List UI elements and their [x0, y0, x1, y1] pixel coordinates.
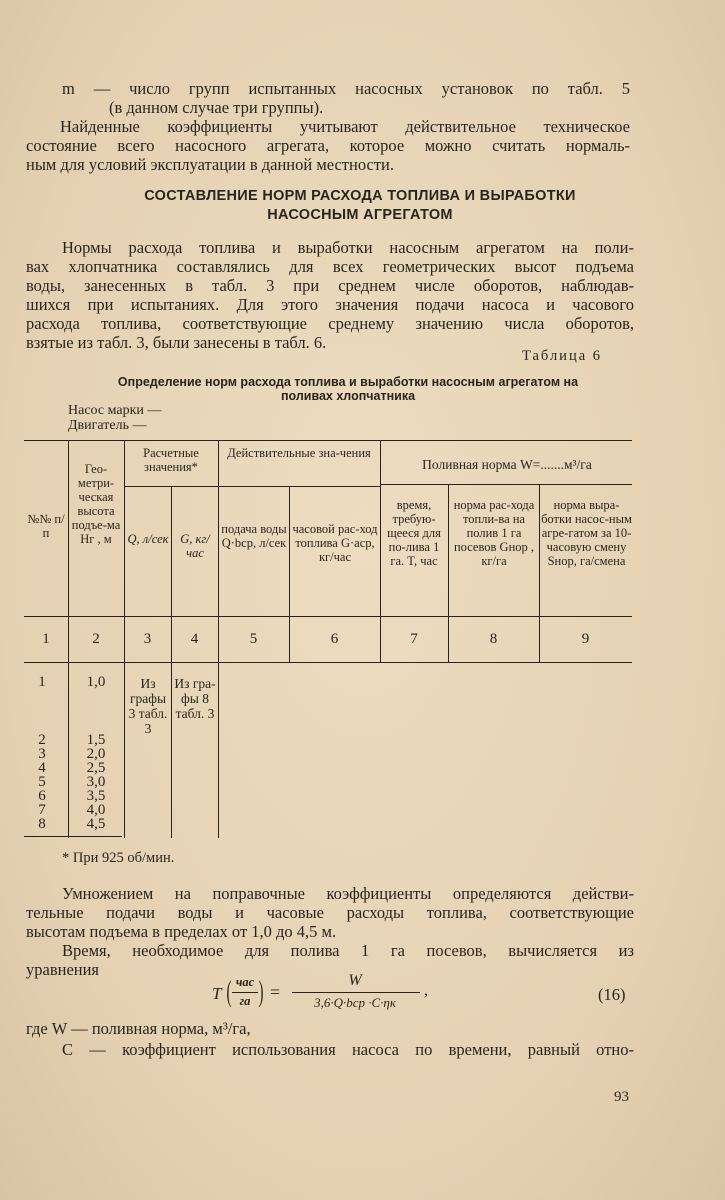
- group-header-calc: Расчетные значения*: [143, 446, 199, 474]
- col-number: 8: [489, 631, 498, 647]
- group-header-actual: Действительные зна-чения: [227, 446, 371, 460]
- text-line: воды, занесенных в табл. 3 при среднем числе оборотов, наблюдав-: [26, 276, 634, 295]
- table-row-height: 1,5: [86, 732, 106, 748]
- text-line: Умножением на поправочные коэффициенты определяются действи-: [62, 884, 634, 903]
- table-rule: [24, 616, 632, 617]
- formula-numerator: W: [348, 972, 362, 989]
- text-line: m — число групп испытанных насосных установок по табл. 5: [62, 79, 630, 98]
- formula-denominator: 3,6·Q·bср ·C·ηк: [314, 995, 396, 1010]
- col-number: 2: [92, 631, 100, 647]
- text-line: Найденные коэффициенты учитывают действительное техническое: [60, 117, 630, 136]
- text-line: ным для условий эксплуатации в данной местности.: [26, 155, 395, 174]
- table-row-height: 4,0: [86, 802, 106, 818]
- paren-close: ): [258, 975, 264, 1008]
- formula-lhs-num: час: [235, 975, 255, 989]
- table-rule: [24, 836, 122, 837]
- fraction-bar: [232, 992, 258, 993]
- table-rule: [380, 484, 632, 485]
- table-row-number: 6: [38, 788, 46, 804]
- table-row-number: 8: [38, 816, 46, 832]
- text-line: вах хлопчатника составлялись для всех геометрических высот подъема: [26, 257, 634, 276]
- table-row-height: 3,5: [86, 788, 106, 804]
- table-rule: [380, 440, 381, 662]
- engine-label: Двигатель —: [68, 418, 147, 433]
- table-row-number: 4: [38, 760, 46, 776]
- table-row-height: 1,0: [86, 674, 106, 690]
- formula-number: (16): [598, 985, 626, 1004]
- col-number: 6: [330, 631, 339, 647]
- pump-label: Насос марки —: [68, 403, 162, 418]
- table-label: Таблица 6: [522, 348, 603, 364]
- col-header-output-norm: норма выра-ботки насос-ным агре-гатом за 10-часовую смену Sнор, га/смена: [541, 498, 632, 568]
- fraction-bar: [292, 992, 420, 993]
- text-line: взятые из табл. 3, были занесены в табл. 6.: [26, 333, 327, 352]
- group-header-norm: Поливная норма W=.......м³/га: [422, 457, 592, 472]
- text-line: Нормы расхода топлива и выработки насосным агрегатом на поли-: [62, 238, 634, 257]
- table-rule: [24, 440, 632, 441]
- col-header-time: время, требую-щееся для по-лива 1 га. T, час: [387, 498, 441, 568]
- table-row-height: 2,5: [86, 760, 106, 776]
- section-title: СОСТАВЛЕНИЕ НОРМ РАСХОДА ТОПЛИВА И ВЫРАБОТКИ: [144, 188, 576, 204]
- equals-sign: =: [270, 982, 281, 1002]
- text-line: расхода топлива, соответствующие среднему значению числа оборотов,: [26, 314, 634, 333]
- col-number: 1: [42, 631, 50, 647]
- text-line: (в данном случае три группы).: [109, 98, 324, 117]
- col-header-water-supply: подача воды Q·bср, л/сек: [221, 522, 287, 550]
- table-row-number: 1: [38, 674, 46, 690]
- table-rule: [171, 486, 172, 838]
- table-rule: [24, 662, 632, 663]
- col-number: 9: [581, 631, 590, 647]
- formula-lhs: T: [212, 984, 222, 1003]
- col-header-fuel-norm: норма рас-хода топли-ва на полив 1 га посевов Gнор , кг/га: [453, 498, 535, 568]
- table-caption: поливах хлопчатника: [280, 389, 416, 403]
- col-header-fuel-rate: часовой рас-ход топлива G·aср, кг/час: [292, 522, 378, 564]
- col-number: 5: [249, 631, 258, 647]
- section-title: НАСОСНЫМ АГРЕГАТОМ: [267, 207, 453, 223]
- norms-table: [24, 440, 634, 840]
- text-line: Время, необходимое для полива 1 га посевов, вычисляется из: [62, 941, 634, 960]
- text-line: тельные подачи воды и часовые расходы топлива, соответствующие: [26, 903, 634, 922]
- text-line: где W — поливная норма, м³/га,: [26, 1019, 251, 1038]
- table-row-number: 5: [38, 774, 46, 790]
- table-row-number: 7: [38, 802, 46, 818]
- table-rule: [124, 486, 380, 487]
- col-number: 3: [143, 631, 152, 647]
- text-line: состояние всего насосного агрегата, которое можно считать нормаль-: [26, 136, 630, 155]
- formula-comma: ,: [424, 982, 428, 999]
- table-row-number: 3: [38, 746, 46, 762]
- table-footnote: * При 925 об/мин.: [62, 850, 175, 866]
- reference-note: Из гра-фы 8 табл. 3: [174, 676, 216, 721]
- table-caption: Определение норм расхода топлива и выработки насосным агрегатом на: [117, 375, 579, 389]
- table-row-number: 2: [38, 732, 46, 748]
- col-header-height: Гео-метри-ческая высота подъе-ма Hг , м: [71, 462, 121, 546]
- col-header-q: Q, л/сек: [127, 532, 169, 546]
- text-line: шихся при испытаниях. Для этого значения подачи насоса и часового: [26, 295, 634, 314]
- table-row-height: 3,0: [86, 774, 106, 790]
- col-number: 7: [410, 631, 418, 647]
- col-header-number: №№ п/п: [27, 512, 65, 540]
- text-line: высотам подъема в пределах от 1,0 до 4,5 м.: [26, 922, 337, 941]
- formula-lhs-den: га: [239, 994, 251, 1008]
- table-row-height: 2,0: [86, 746, 106, 762]
- col-number: 4: [190, 631, 199, 647]
- text-line: уравнения: [26, 960, 100, 979]
- paren-open: (: [226, 975, 232, 1008]
- page-number: 93: [614, 1089, 629, 1105]
- text-line: C — коэффициент использования насоса по времени, равный отно-: [62, 1040, 634, 1059]
- reference-note: Из графы 3 табл. 3: [128, 676, 168, 736]
- table-row-height: 4,5: [86, 816, 106, 832]
- col-header-g: G, кг/час: [180, 532, 210, 560]
